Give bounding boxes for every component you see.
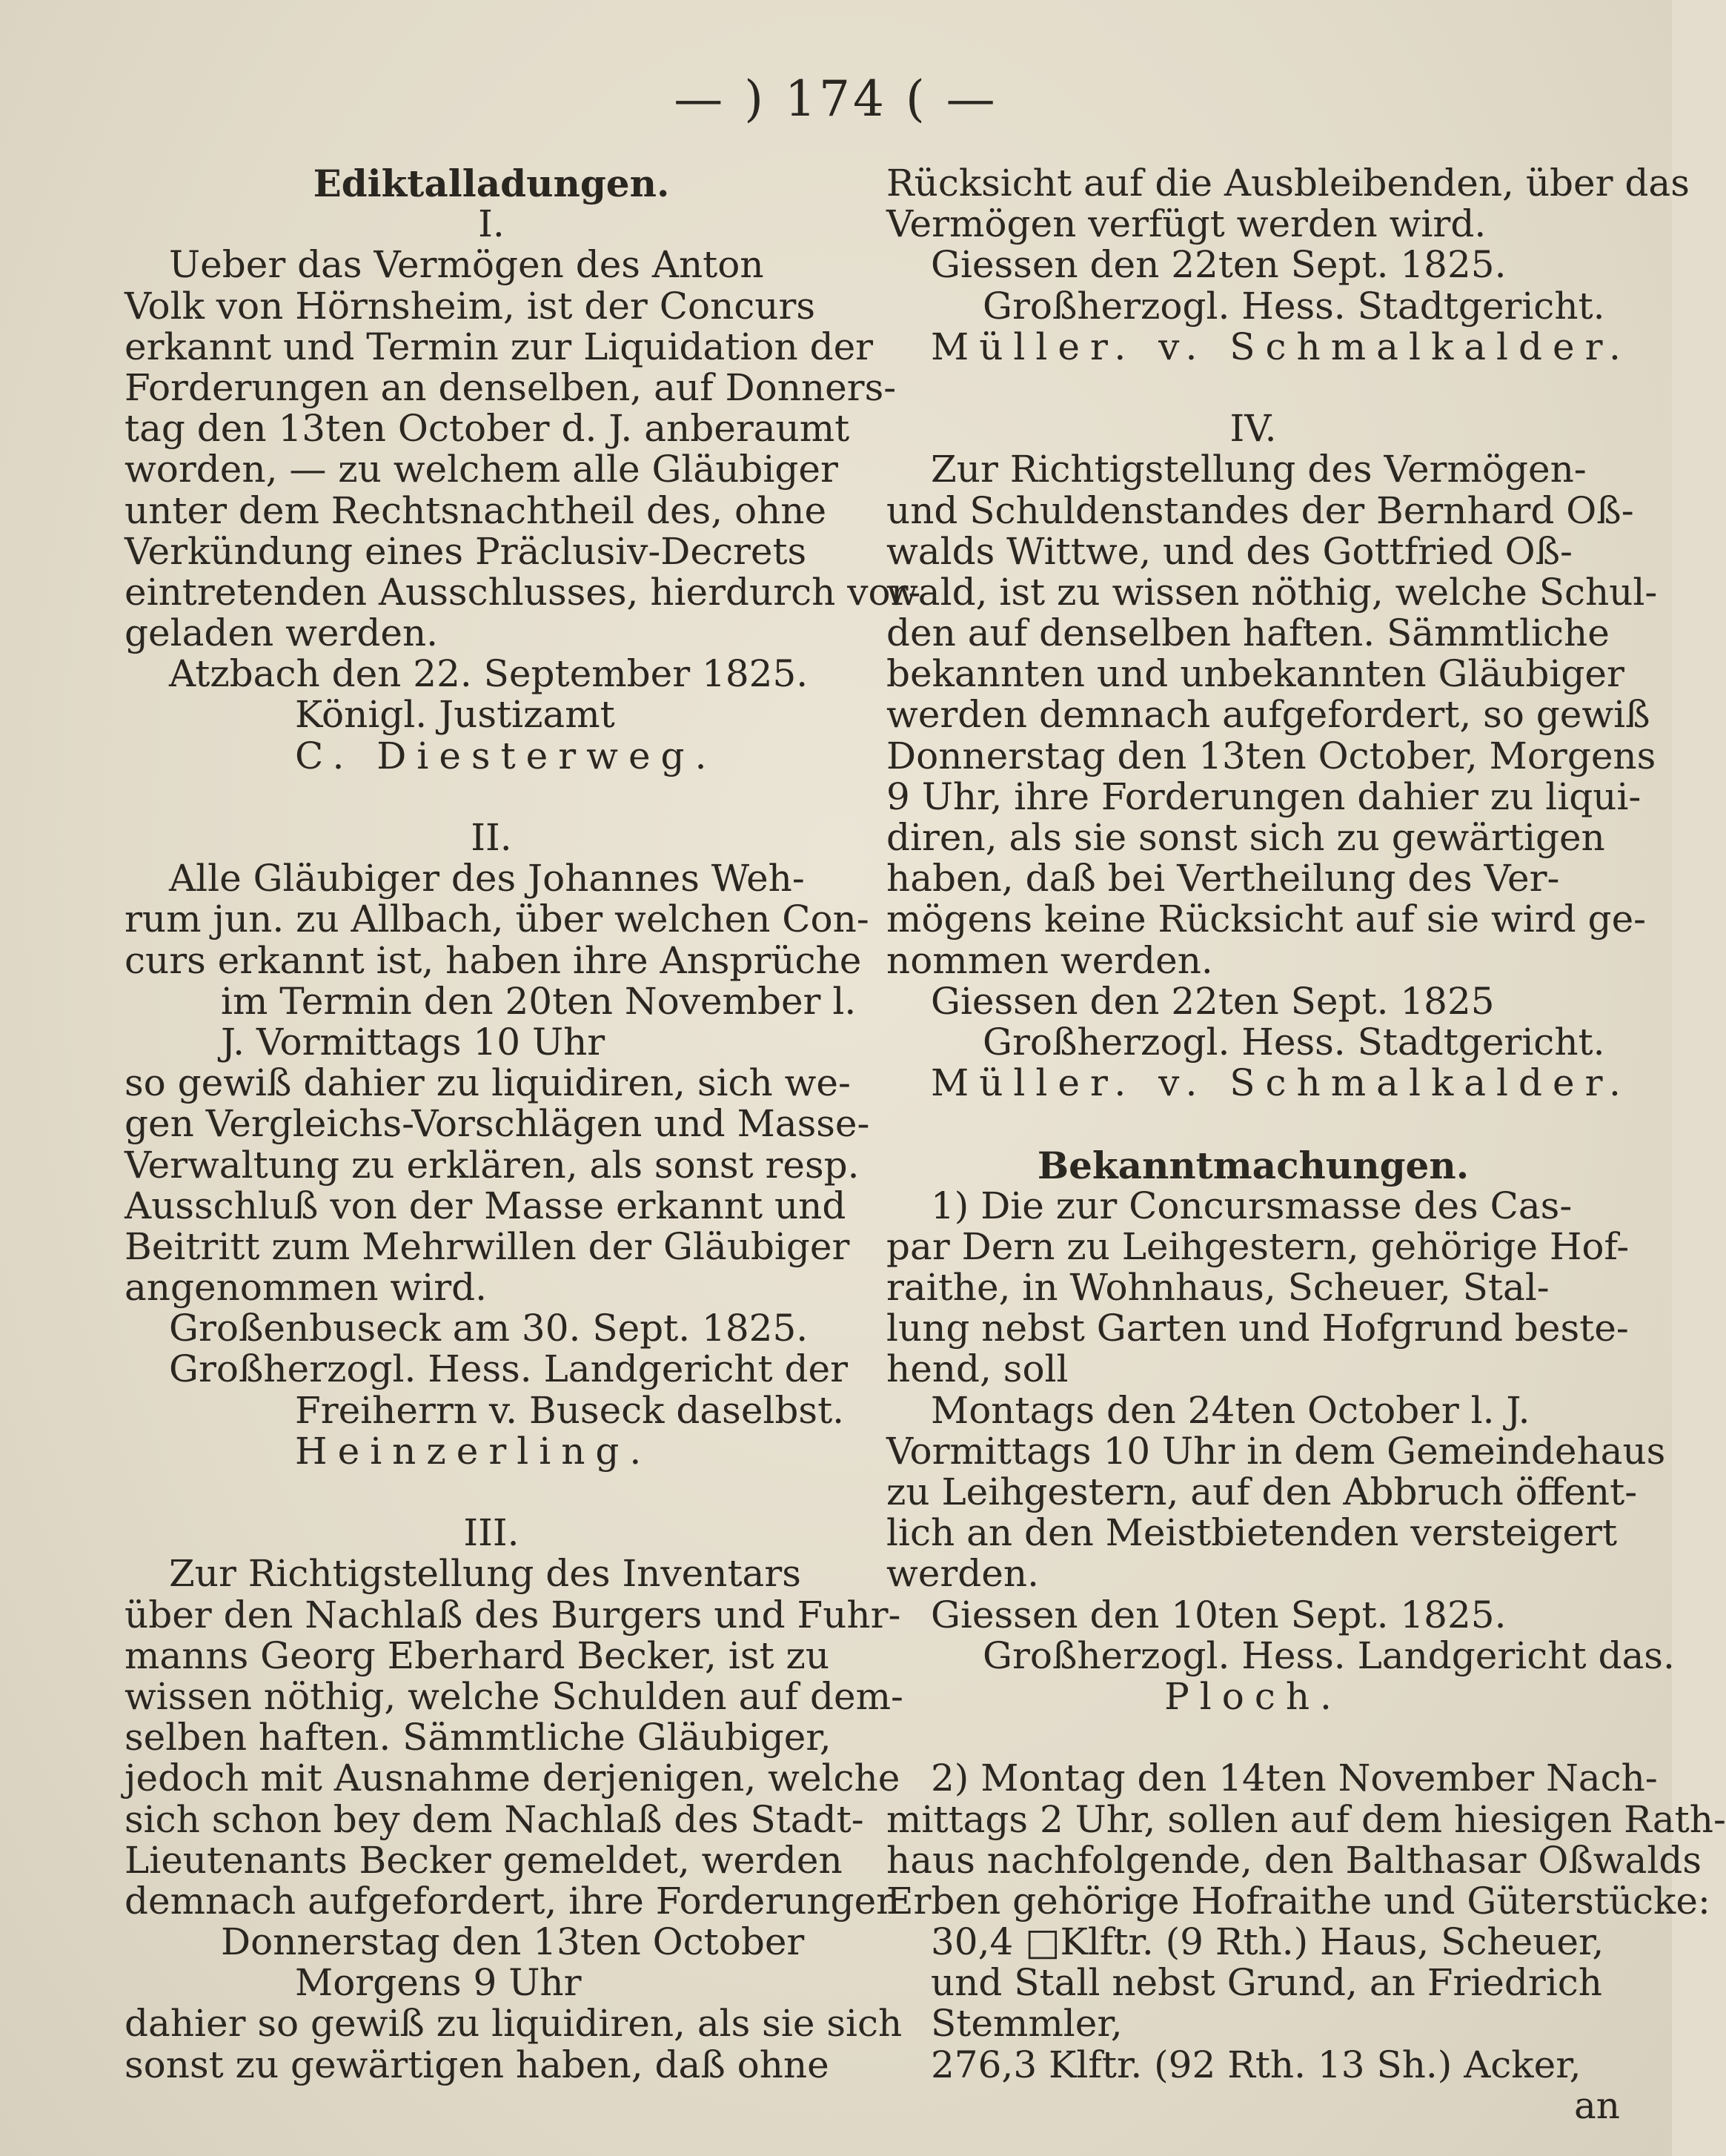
text-line: Vermögen verfügt werden wird. — [886, 202, 1487, 246]
text-line: rum jun. zu Allbach, über welchen Con- — [125, 898, 869, 941]
spacer — [886, 368, 1620, 408]
text-line: nommen werden. — [886, 938, 1213, 982]
text-line: lich an den Meistbietenden versteigert — [886, 1511, 1618, 1555]
text-line: Giessen den 10ten Sept. 1825. — [931, 1593, 1507, 1636]
text-line: curs erkannt ist, haben ihre Ansprüche — [125, 938, 862, 982]
text-line: Freiherrn v. Buseck daselbst. — [295, 1388, 845, 1432]
text-line: Lieutenants Becker gemeldet, werden — [125, 1838, 843, 1882]
text-line: sich schon bey dem Nachlaß des Stadt- — [125, 1797, 864, 1841]
text-line: 1) Die zur Concursmasse des Cas- — [931, 1184, 1573, 1227]
text-line: Königl. Justizamt — [295, 693, 615, 737]
text-line: tag den 13ten October d. J. anberaumt — [125, 407, 850, 451]
text-line: eintretenden Ausschlusses, hierdurch vor- — [125, 570, 921, 614]
text-line: IV. — [1229, 407, 1277, 451]
text-line: Großherzogl. Hess. Landgericht das. — [983, 1633, 1675, 1677]
text-line: Forderungen an denselben, auf Donners- — [125, 365, 897, 409]
text-line: Giessen den 22ten Sept. 1825 — [931, 979, 1495, 1023]
right-column — [886, 162, 1726, 2127]
text-line: Verkündung eines Präclusiv-Decrets — [125, 529, 807, 573]
text-line: Müller. v. Schmalkalder. — [931, 325, 1631, 368]
text-line: Vormittags 10 Uhr in dem Gemeindehaus — [886, 1429, 1666, 1473]
text-line: Donnerstag den 13ten October — [221, 1920, 805, 1964]
text-line: wissen nöthig, welche Schulden auf dem- — [125, 1674, 903, 1718]
text-line: 9 Uhr, ihre Forderungen dahier zu liqui- — [886, 774, 1642, 818]
text-line: erkannt und Termin zur Liquidation der — [125, 325, 874, 368]
text-line: den auf denselben haften. Sämmtliche — [886, 611, 1610, 655]
text-line: II. — [471, 816, 512, 859]
text-line: par Dern zu Leihgestern, gehörige Hof- — [886, 1224, 1630, 1268]
page-number-header: — ) 174 ( — — [674, 70, 998, 127]
text-line: jedoch mit Ausnahme derjenigen, welche — [125, 1757, 900, 1800]
spacer — [886, 1717, 1620, 1758]
text-line: im Termin den 20ten November l. — [221, 979, 857, 1023]
text-line: Donnerstag den 13ten October, Morgens — [886, 734, 1656, 777]
text-line: worden, — zu welchem alle Gläubiger — [125, 448, 838, 491]
spacer — [125, 1472, 858, 1513]
text-line: Beitritt zum Mehrwillen der Gläubiger — [125, 1224, 850, 1268]
text-line: Heinzerling. — [295, 1429, 652, 1473]
text-line: walds Wittwe, und des Gottfried Oß- — [886, 529, 1573, 573]
text-line: 276,3 Klftr. (92 Rth. 13 Sh.) Acker, — [931, 2043, 1581, 2086]
text-line: Zur Richtigstellung des Inventars — [169, 1552, 801, 1596]
text-line: geladen werden. — [125, 611, 439, 655]
text-line: werden. — [886, 1552, 1039, 1596]
text-line: Müller. v. Schmalkalder. — [931, 1061, 1631, 1105]
text-line: Giessen den 22ten Sept. 1825. — [931, 243, 1507, 287]
text-line: Ueber das Vermögen des Anton — [169, 243, 764, 287]
text-line: 2) Montag den 14ten November Nach- — [931, 1757, 1658, 1800]
text-line: selben haften. Sämmtliche Gläubiger, — [125, 1716, 832, 1759]
text-line: Alle Gläubiger des Johannes Weh- — [169, 857, 805, 900]
spacer — [125, 777, 858, 817]
text-line: demnach aufgefordert, ihre Forderungen — [125, 1879, 900, 1923]
text-line: lung nebst Garten und Hofgrund beste- — [886, 1307, 1629, 1350]
text-line: angenommen wird. — [125, 1266, 488, 1310]
text-line: wald, ist zu wissen nöthig, welche Schul- — [886, 570, 1658, 614]
text-line: Verwaltung zu erklären, als sonst resp. — [125, 1143, 860, 1187]
text-line: diren, als sie sonst sich zu gewärtigen — [886, 816, 1605, 859]
text-line: haus nachfolgende, den Balthasar Oßwalds — [886, 1838, 1702, 1882]
text-line: Bekanntmachungen. — [1037, 1143, 1470, 1187]
text-line: haben, daß bei Vertheilung des Ver- — [886, 857, 1560, 900]
text-line: I. — [478, 202, 505, 246]
text-line: Rücksicht auf die Ausbleibenden, über das — [886, 162, 1690, 205]
text-line: III. — [463, 1511, 520, 1555]
text-line: sonst zu gewärtigen haben, daß ohne — [125, 2043, 829, 2086]
text-line: J. Vormittags 10 Uhr — [221, 1020, 605, 1064]
text-line: Großenbuseck am 30. Sept. 1825. — [169, 1307, 809, 1350]
text-line: Zur Richtigstellung des Vermögen- — [931, 448, 1587, 491]
text-line: mittags 2 Uhr, sollen auf dem hiesigen Rath- — [886, 1797, 1726, 1841]
text-line: hend, soll — [886, 1347, 1069, 1391]
text-line: Ausschluß von der Masse erkannt und — [125, 1184, 846, 1227]
text-line: Montags den 24ten October l. J. — [931, 1388, 1530, 1432]
text-line: dahier so gewiß zu liquidiren, als sie sich — [125, 2002, 903, 2046]
text-line: Ediktalladungen. — [313, 162, 670, 205]
text-line: C. Diesterweg. — [295, 734, 717, 777]
text-line: und Stall nebst Grund, an Friedrich — [931, 1961, 1603, 2005]
text-line: 30,4 □Klftr. (9 Rth.) Haus, Scheuer, — [931, 1920, 1604, 1964]
text-line: Erben gehörige Hofraithe und Güterstücke: — [886, 1879, 1710, 1923]
text-line: Ploch. — [1164, 1674, 1342, 1718]
text-line: Stemmler, — [931, 2002, 1123, 2046]
text-line: Morgens 9 Uhr — [295, 1961, 582, 2005]
text-line: Atzbach den 22. September 1825. — [169, 652, 809, 696]
text-line: manns Georg Eberhard Becker, ist zu — [125, 1633, 830, 1677]
text-line: so gewiß dahier zu liquidiren, sich we- — [125, 1061, 851, 1105]
text-line: unter dem Rechtsnachtheil des, ohne — [125, 488, 827, 532]
text-line: Großherzogl. Hess. Stadtgericht. — [983, 1020, 1605, 1064]
text-line: Großherzogl. Hess. Landgericht der — [169, 1347, 848, 1391]
text-line: gen Vergleichs-Vorschlägen und Masse- — [125, 1102, 870, 1146]
text-line: bekannten und unbekannten Gläubiger — [886, 652, 1624, 696]
text-line: raithe, in Wohnhaus, Scheuer, Stal- — [886, 1266, 1550, 1310]
text-line: über den Nachlaß des Burgers und Fuhr- — [125, 1593, 901, 1636]
text-line: an — [1573, 2083, 1620, 2127]
text-line: zu Leihgestern, auf den Abbruch öffent- — [886, 1470, 1638, 1513]
text-line: werden demnach aufgefordert, so gewiß — [886, 693, 1650, 737]
text-line: Großherzogl. Hess. Stadtgericht. — [983, 284, 1605, 328]
spacer — [886, 1104, 1620, 1144]
text-line: Volk von Hörnsheim, ist der Concurs — [125, 284, 816, 328]
text-line: mögens keine Rücksicht auf sie wird ge- — [886, 898, 1647, 941]
text-line: und Schuldenstandes der Bernhard Oß- — [886, 488, 1634, 532]
left-column — [125, 162, 921, 2086]
